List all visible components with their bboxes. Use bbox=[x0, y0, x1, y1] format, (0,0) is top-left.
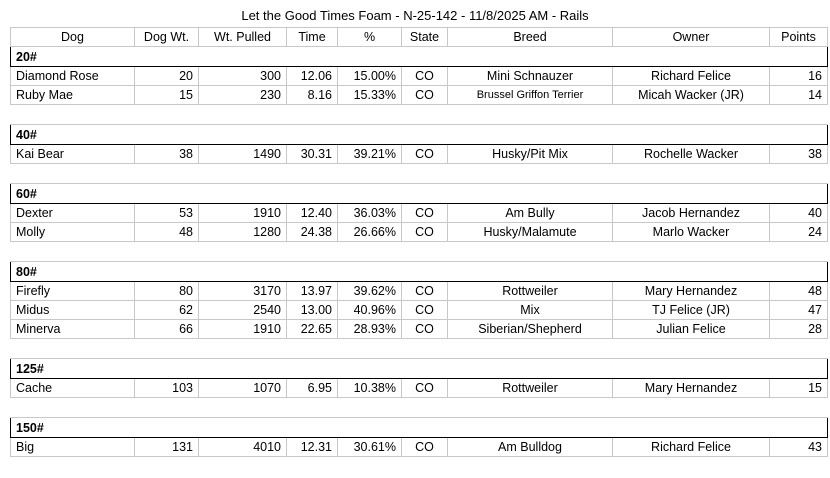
dog-weight-cell: 48 bbox=[135, 223, 199, 242]
percent-cell: 28.93% bbox=[338, 320, 402, 339]
table-row bbox=[11, 320, 828, 339]
owner-cell: Marlo Wacker bbox=[613, 223, 770, 242]
header-state: State bbox=[402, 28, 448, 47]
header-breed: Breed bbox=[448, 28, 613, 47]
weight-class-row bbox=[11, 184, 828, 204]
owner-cell: Richard Felice bbox=[613, 438, 770, 457]
weight-class-row bbox=[11, 359, 828, 379]
dog-weight-cell: 53 bbox=[135, 204, 199, 223]
points-cell: 28 bbox=[770, 320, 828, 339]
section-spacer bbox=[11, 339, 828, 359]
percent-cell: 39.21% bbox=[338, 145, 402, 164]
breed-cell: Husky/Pit Mix bbox=[448, 145, 613, 164]
header-row bbox=[11, 28, 828, 47]
percent-cell: 36.03% bbox=[338, 204, 402, 223]
dog-weight-cell: 103 bbox=[135, 379, 199, 398]
points-cell: 48 bbox=[770, 282, 828, 301]
weight-pulled-cell: 1490 bbox=[199, 145, 287, 164]
dog-weight-cell: 38 bbox=[135, 145, 199, 164]
weight-pulled-cell: 1280 bbox=[199, 223, 287, 242]
percent-cell: 15.33% bbox=[338, 86, 402, 105]
time-cell: 22.65 bbox=[287, 320, 338, 339]
points-cell: 43 bbox=[770, 438, 828, 457]
dog-weight-cell: 15 bbox=[135, 86, 199, 105]
percent-cell: 30.61% bbox=[338, 438, 402, 457]
results-table bbox=[10, 27, 828, 457]
dog-weight-cell: 66 bbox=[135, 320, 199, 339]
header-dog-weight: Dog Wt. bbox=[135, 28, 199, 47]
points-cell: 40 bbox=[770, 204, 828, 223]
state-cell: CO bbox=[402, 204, 448, 223]
weight-class-row bbox=[11, 262, 828, 282]
dog-weight-cell: 131 bbox=[135, 438, 199, 457]
time-cell: 8.16 bbox=[287, 86, 338, 105]
state-cell: CO bbox=[402, 223, 448, 242]
breed-cell: Rottweiler bbox=[448, 379, 613, 398]
owner-cell: Julian Felice bbox=[613, 320, 770, 339]
dog-weight-cell: 62 bbox=[135, 301, 199, 320]
breed-cell: Husky/Malamute bbox=[448, 223, 613, 242]
weight-class-label: 150# bbox=[11, 418, 828, 438]
table-row bbox=[11, 204, 828, 223]
breed-cell: Mix bbox=[448, 301, 613, 320]
table-row bbox=[11, 223, 828, 242]
weight-pulled-cell: 1070 bbox=[199, 379, 287, 398]
points-cell: 24 bbox=[770, 223, 828, 242]
state-cell: CO bbox=[402, 438, 448, 457]
table-row bbox=[11, 67, 828, 86]
percent-cell: 15.00% bbox=[338, 67, 402, 86]
state-cell: CO bbox=[402, 145, 448, 164]
dog-weight-cell: 80 bbox=[135, 282, 199, 301]
results-table-body bbox=[11, 28, 828, 457]
percent-cell: 10.38% bbox=[338, 379, 402, 398]
breed-cell: Rottweiler bbox=[448, 282, 613, 301]
time-cell: 6.95 bbox=[287, 379, 338, 398]
time-cell: 30.31 bbox=[287, 145, 338, 164]
state-cell: CO bbox=[402, 379, 448, 398]
time-cell: 13.97 bbox=[287, 282, 338, 301]
dog-name-cell: Dexter bbox=[11, 204, 135, 223]
table-row bbox=[11, 379, 828, 398]
section-spacer bbox=[11, 398, 828, 418]
weight-pulled-cell: 300 bbox=[199, 67, 287, 86]
weight-class-label: 20# bbox=[11, 47, 828, 67]
state-cell: CO bbox=[402, 67, 448, 86]
dog-name-cell: Ruby Mae bbox=[11, 86, 135, 105]
time-cell: 24.38 bbox=[287, 223, 338, 242]
header-percent: % bbox=[338, 28, 402, 47]
time-cell: 12.40 bbox=[287, 204, 338, 223]
dog-name-cell: Minerva bbox=[11, 320, 135, 339]
time-cell: 12.06 bbox=[287, 67, 338, 86]
weight-pulled-cell: 230 bbox=[199, 86, 287, 105]
dog-weight-cell: 20 bbox=[135, 67, 199, 86]
weight-class-row bbox=[11, 125, 828, 145]
section-spacer bbox=[11, 242, 828, 262]
weight-class-row bbox=[11, 47, 828, 67]
weight-pulled-cell: 3170 bbox=[199, 282, 287, 301]
dog-name-cell: Molly bbox=[11, 223, 135, 242]
breed-cell: Am Bully bbox=[448, 204, 613, 223]
breed-cell: Brussel Griffon Terrier bbox=[448, 86, 613, 105]
dog-name-cell: Cache bbox=[11, 379, 135, 398]
spacer-cell bbox=[11, 242, 828, 262]
state-cell: CO bbox=[402, 301, 448, 320]
dog-name-cell: Midus bbox=[11, 301, 135, 320]
weight-class-label: 40# bbox=[11, 125, 828, 145]
weight-class-label: 125# bbox=[11, 359, 828, 379]
weight-class-label: 60# bbox=[11, 184, 828, 204]
points-cell: 16 bbox=[770, 67, 828, 86]
dog-name-cell: Big bbox=[11, 438, 135, 457]
points-cell: 15 bbox=[770, 379, 828, 398]
weight-pulled-cell: 4010 bbox=[199, 438, 287, 457]
points-cell: 38 bbox=[770, 145, 828, 164]
owner-cell: Mary Hernandez bbox=[613, 282, 770, 301]
spacer-cell bbox=[11, 164, 828, 184]
owner-cell: Mary Hernandez bbox=[613, 379, 770, 398]
header-owner: Owner bbox=[613, 28, 770, 47]
dog-name-cell: Diamond Rose bbox=[11, 67, 135, 86]
points-cell: 47 bbox=[770, 301, 828, 320]
table-row bbox=[11, 145, 828, 164]
percent-cell: 39.62% bbox=[338, 282, 402, 301]
weight-class-label: 80# bbox=[11, 262, 828, 282]
header-points: Points bbox=[770, 28, 828, 47]
breed-cell: Mini Schnauzer bbox=[448, 67, 613, 86]
header-time: Time bbox=[287, 28, 338, 47]
header-weight-pulled: Wt. Pulled bbox=[199, 28, 287, 47]
percent-cell: 40.96% bbox=[338, 301, 402, 320]
owner-cell: Jacob Hernandez bbox=[613, 204, 770, 223]
owner-cell: Rochelle Wacker bbox=[613, 145, 770, 164]
section-spacer bbox=[11, 164, 828, 184]
spacer-cell bbox=[11, 339, 828, 359]
weight-pulled-cell: 2540 bbox=[199, 301, 287, 320]
table-row bbox=[11, 86, 828, 105]
owner-cell: TJ Felice (JR) bbox=[613, 301, 770, 320]
spacer-cell bbox=[11, 398, 828, 418]
table-row bbox=[11, 438, 828, 457]
spacer-cell bbox=[11, 105, 828, 125]
table-row bbox=[11, 301, 828, 320]
percent-cell: 26.66% bbox=[338, 223, 402, 242]
state-cell: CO bbox=[402, 86, 448, 105]
weight-pulled-cell: 1910 bbox=[199, 320, 287, 339]
state-cell: CO bbox=[402, 320, 448, 339]
points-cell: 14 bbox=[770, 86, 828, 105]
breed-cell: Siberian/Shepherd bbox=[448, 320, 613, 339]
table-row bbox=[11, 282, 828, 301]
header-dog: Dog bbox=[11, 28, 135, 47]
owner-cell: Richard Felice bbox=[613, 67, 770, 86]
time-cell: 12.31 bbox=[287, 438, 338, 457]
dog-name-cell: Firefly bbox=[11, 282, 135, 301]
time-cell: 13.00 bbox=[287, 301, 338, 320]
weight-class-row bbox=[11, 418, 828, 438]
state-cell: CO bbox=[402, 282, 448, 301]
breed-cell: Am Bulldog bbox=[448, 438, 613, 457]
dog-name-cell: Kai Bear bbox=[11, 145, 135, 164]
weight-pulled-cell: 1910 bbox=[199, 204, 287, 223]
section-spacer bbox=[11, 105, 828, 125]
sheet-title: Let the Good Times Foam - N-25-142 - 11/8/2025 AM - Rails bbox=[241, 8, 589, 23]
owner-cell: Micah Wacker (JR) bbox=[613, 86, 770, 105]
